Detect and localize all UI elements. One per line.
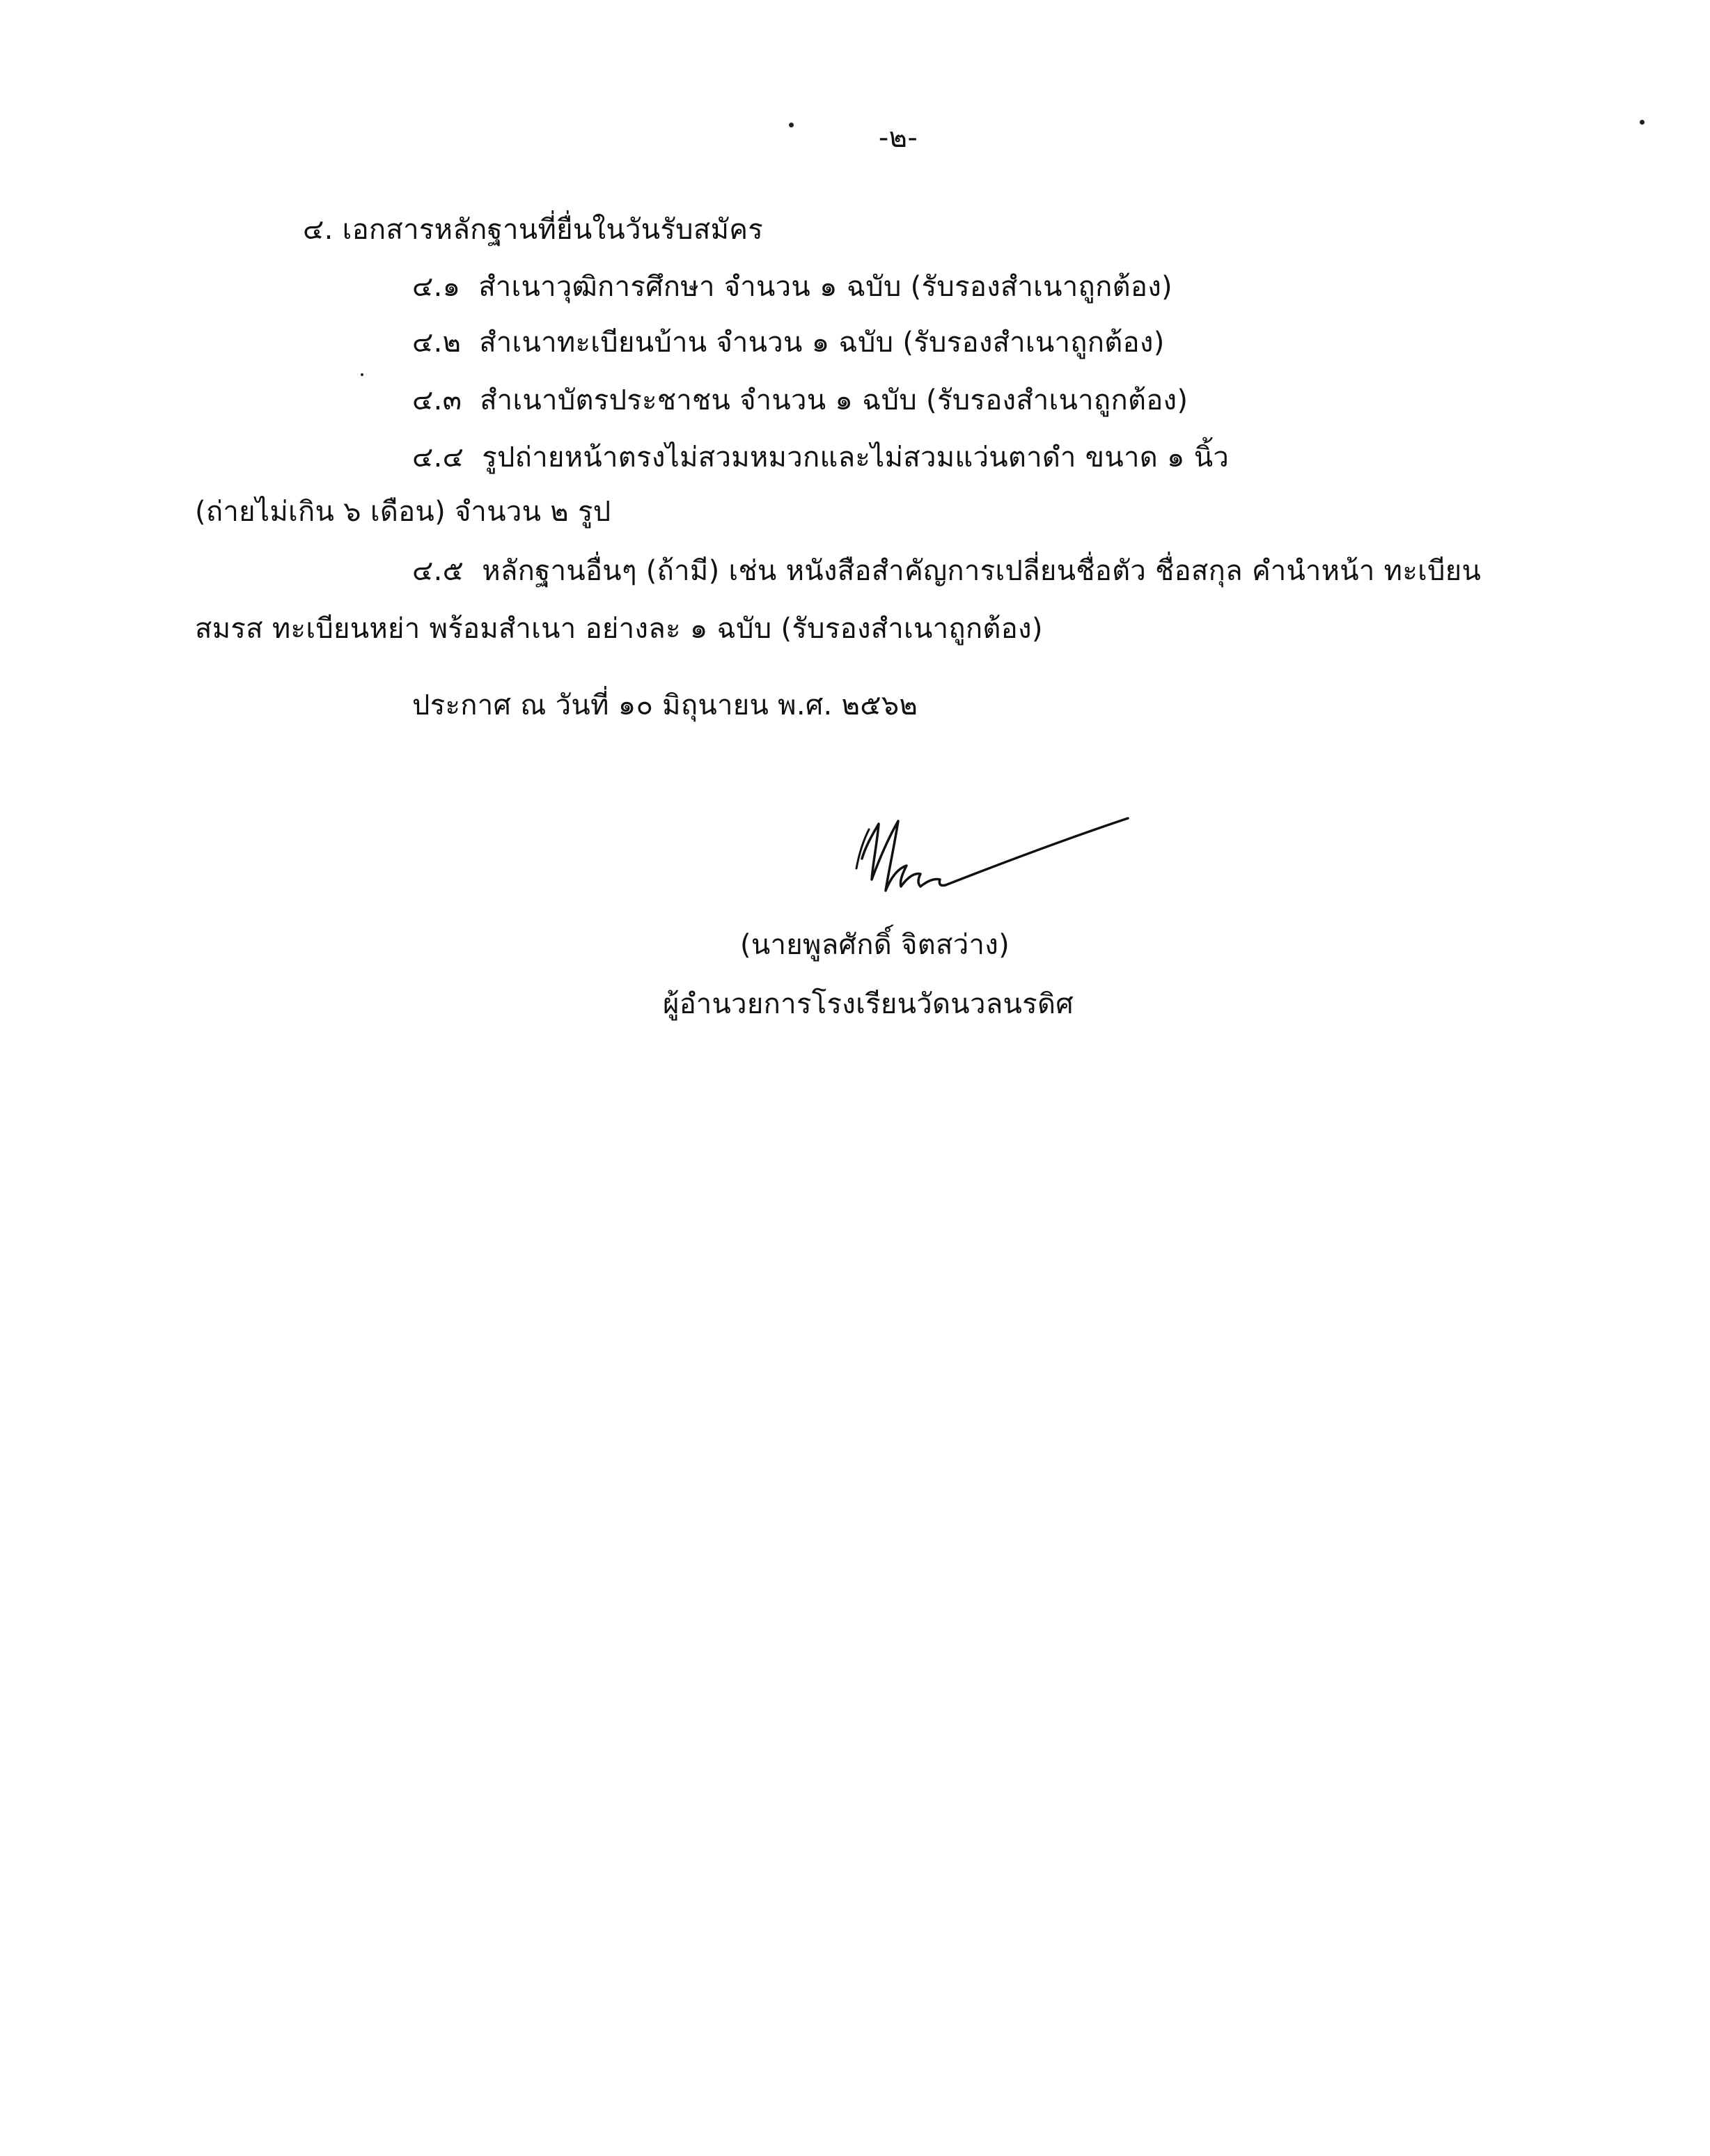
item-text: หลักฐานอื่นๆ (ถ้ามี) เช่น หนังสือสำคัญการเปลี่ยนชื่อตัว ชื่อสกุล คำนำหน้า ทะเบียน xyxy=(482,555,1482,587)
item-number: ๔.๒ xyxy=(412,327,462,359)
list-item xyxy=(412,322,1165,364)
item-text: รูปถ่ายหน้าตรงไม่สวมหมวกและไม่สวมแว่นตาดำ ขนาด ๑ นิ้ว xyxy=(482,442,1230,474)
item-text: สำเนาบัตรประชาชน จำนวน ๑ ฉบับ (รับรองสำเนาถูกต้อง) xyxy=(480,384,1189,416)
item-text: สำเนาทะเบียนบ้าน จำนวน ๑ ฉบับ (รับรองสำเนาถูกต้อง) xyxy=(479,327,1165,359)
list-item xyxy=(412,380,1188,421)
list-item xyxy=(412,266,1172,308)
signature xyxy=(842,804,1135,909)
item-number: ๔.๕ xyxy=(412,555,464,587)
list-item-continuation: (ถ่ายไม่เกิน ๖ เดือน) จำนวน ๒ รูป xyxy=(195,496,611,528)
scan-speck xyxy=(361,373,363,376)
announcement-date: ประกาศ ณ วันที่ ๑๐ มิถุนายน พ.ศ. ๒๕๖๒ xyxy=(412,689,918,721)
item-number: ๔.๑ xyxy=(412,271,461,303)
signer-name: (นายพูลศักดิ์ จิตสว่าง) xyxy=(740,929,1010,961)
page-number: -๒- xyxy=(878,122,918,154)
section-heading: ๔. เอกสารหลักฐานที่ยื่นในวันรับสมัคร xyxy=(303,214,764,246)
list-item xyxy=(412,437,1229,478)
item-text: สำเนาวุฒิการศึกษา จำนวน ๑ ฉบับ (รับรองสำเนาถูกต้อง) xyxy=(478,271,1172,303)
item-number: ๔.๔ xyxy=(412,442,464,474)
signer-position: ผู้อำนวยการโรงเรียนวัดนวลนรดิศ xyxy=(663,988,1074,1020)
list-item xyxy=(412,550,1481,592)
list-item-continuation: สมรส ทะเบียนหย่า พร้อมสำเนา อย่างละ ๑ ฉบับ (รับรองสำเนาถูกต้อง) xyxy=(195,613,1043,645)
item-number: ๔.๓ xyxy=(412,384,462,416)
